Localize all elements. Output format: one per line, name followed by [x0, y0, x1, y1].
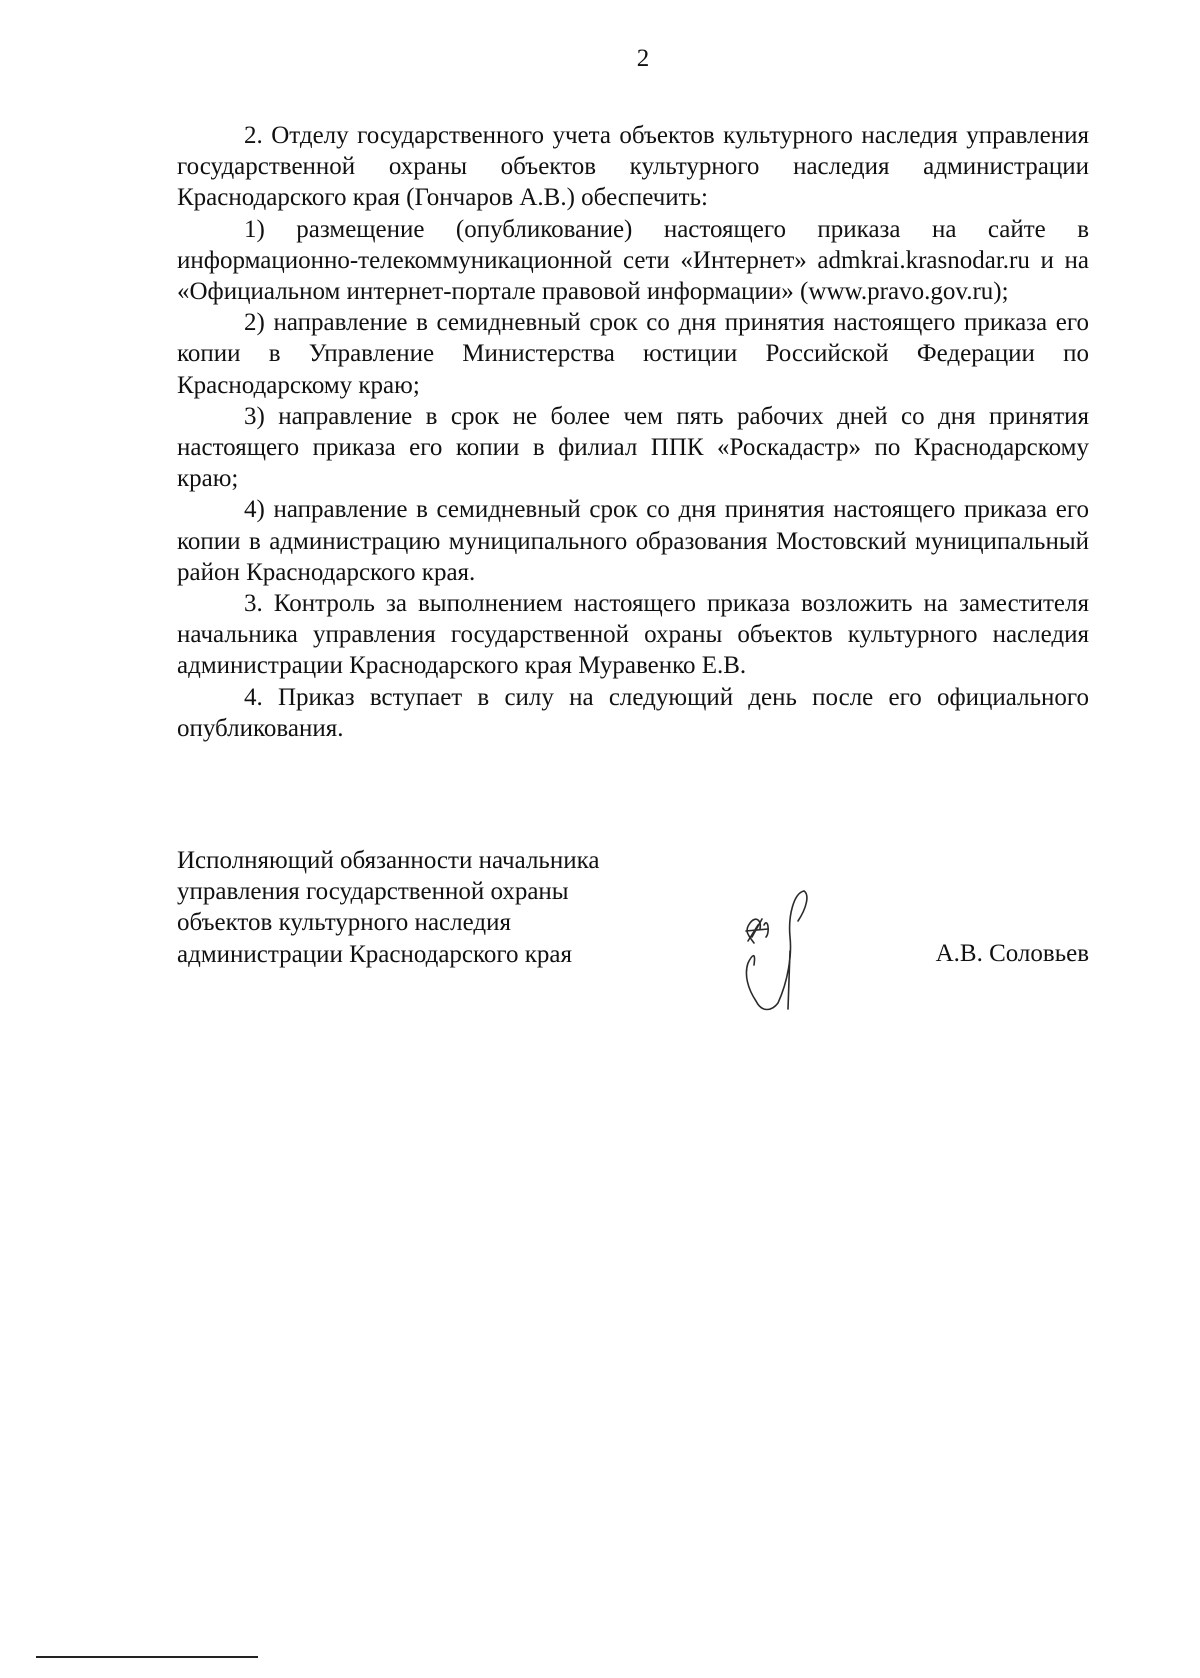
- position-line: управления государственной охраны: [177, 878, 569, 906]
- position-line: Исполняющий обязанности начальника: [177, 847, 600, 874]
- position-line: объектов культурного наследия: [177, 909, 511, 937]
- document-body: [177, 120, 1089, 744]
- page-number: 2: [636, 45, 650, 72]
- paragraph-2: 2. Отделу государственного учета объектов культурного наследия управления государственной охраны объектов культурного наследия администрации Краснодарского края (Гончаров А.В.) обеспечить:: [177, 122, 1089, 212]
- paragraph-2-2: 2) направление в семидневный срок со дня принятия настоящего приказа его копии в Управление Министерства юстиции Российской Федерации по Краснодарскому краю;: [177, 309, 1089, 399]
- paragraph-4: 4. Приказ вступает в силу на следующий день после его официального опубликования.: [177, 683, 1089, 742]
- signature-block: [177, 845, 1089, 1015]
- position-line: администрации Краснодарского края: [177, 940, 573, 968]
- paragraph-2-3: 3) направление в срок не более чем пять рабочих дней со дня принятия настоящего приказа его копии в филиал ППК «Роскадастр» по Краснодарскому краю;: [177, 402, 1089, 493]
- paragraph-2-4: 4) направление в семидневный срок со дня принятия настоящего приказа его копии в администрацию муниципального образования Мостовский муниципальный район Краснодарского края.: [177, 496, 1089, 586]
- footer-divider: [36, 1656, 258, 1658]
- paragraph-3: 3. Контроль за выполнением настоящего приказа возложить на заместителя начальника управления государственной охраны объектов культурного наследия администрации Краснодарского края Муравенко Е.В.: [177, 590, 1089, 680]
- paragraph-2-1: 1) размещение (опубликование) настоящего приказа на сайте в информационно-телекоммуникационной сети «Интернет» admkrai.krasnodar.ru и на «Официальном интернет-портале правовой информации» (www.pravo.gov.ru);: [177, 215, 1089, 306]
- signatory-name: А.В. Соловьев: [935, 940, 1089, 967]
- handwritten-signature-icon: [734, 885, 844, 1013]
- signatory-position: [177, 845, 697, 970]
